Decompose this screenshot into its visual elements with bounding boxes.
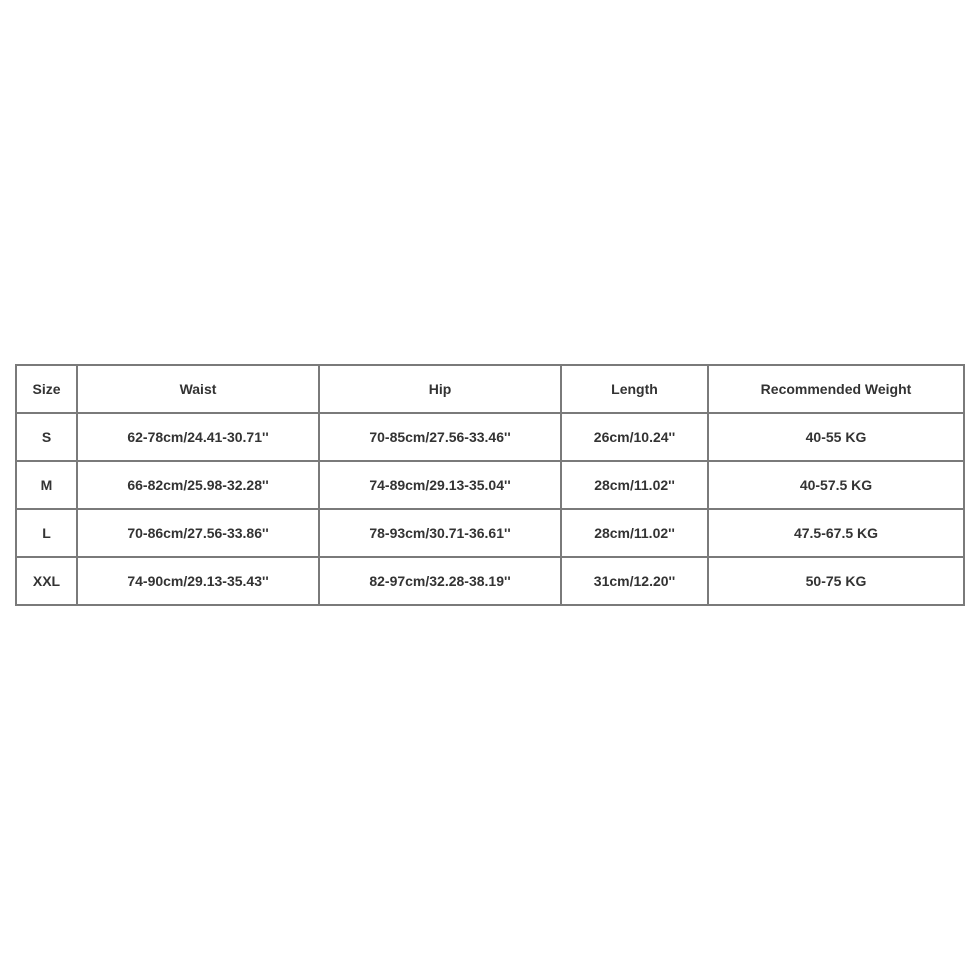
size-chart-table — [15, 364, 965, 606]
cell-length: 28cm/11.02'' — [561, 509, 708, 557]
table-row — [16, 461, 964, 509]
header-size: Size — [16, 365, 77, 413]
cell-size: XXL — [16, 557, 77, 605]
table-header-row — [16, 365, 964, 413]
cell-hip: 70-85cm/27.56-33.46'' — [319, 413, 561, 461]
table-row — [16, 557, 964, 605]
cell-size: M — [16, 461, 77, 509]
cell-weight: 47.5-67.5 KG — [708, 509, 964, 557]
cell-length: 28cm/11.02'' — [561, 461, 708, 509]
cell-waist: 70-86cm/27.56-33.86'' — [77, 509, 319, 557]
header-hip: Hip — [319, 365, 561, 413]
header-waist: Waist — [77, 365, 319, 413]
cell-weight: 40-55 KG — [708, 413, 964, 461]
cell-hip: 78-93cm/30.71-36.61'' — [319, 509, 561, 557]
cell-length: 26cm/10.24'' — [561, 413, 708, 461]
cell-waist: 66-82cm/25.98-32.28'' — [77, 461, 319, 509]
cell-hip: 74-89cm/29.13-35.04'' — [319, 461, 561, 509]
header-length: Length — [561, 365, 708, 413]
cell-waist: 74-90cm/29.13-35.43'' — [77, 557, 319, 605]
header-recommended-weight: Recommended Weight — [708, 365, 964, 413]
table-row — [16, 509, 964, 557]
cell-size: S — [16, 413, 77, 461]
cell-hip: 82-97cm/32.28-38.19'' — [319, 557, 561, 605]
cell-waist: 62-78cm/24.41-30.71'' — [77, 413, 319, 461]
cell-weight: 50-75 KG — [708, 557, 964, 605]
cell-weight: 40-57.5 KG — [708, 461, 964, 509]
table-row — [16, 413, 964, 461]
cell-size: L — [16, 509, 77, 557]
cell-length: 31cm/12.20'' — [561, 557, 708, 605]
